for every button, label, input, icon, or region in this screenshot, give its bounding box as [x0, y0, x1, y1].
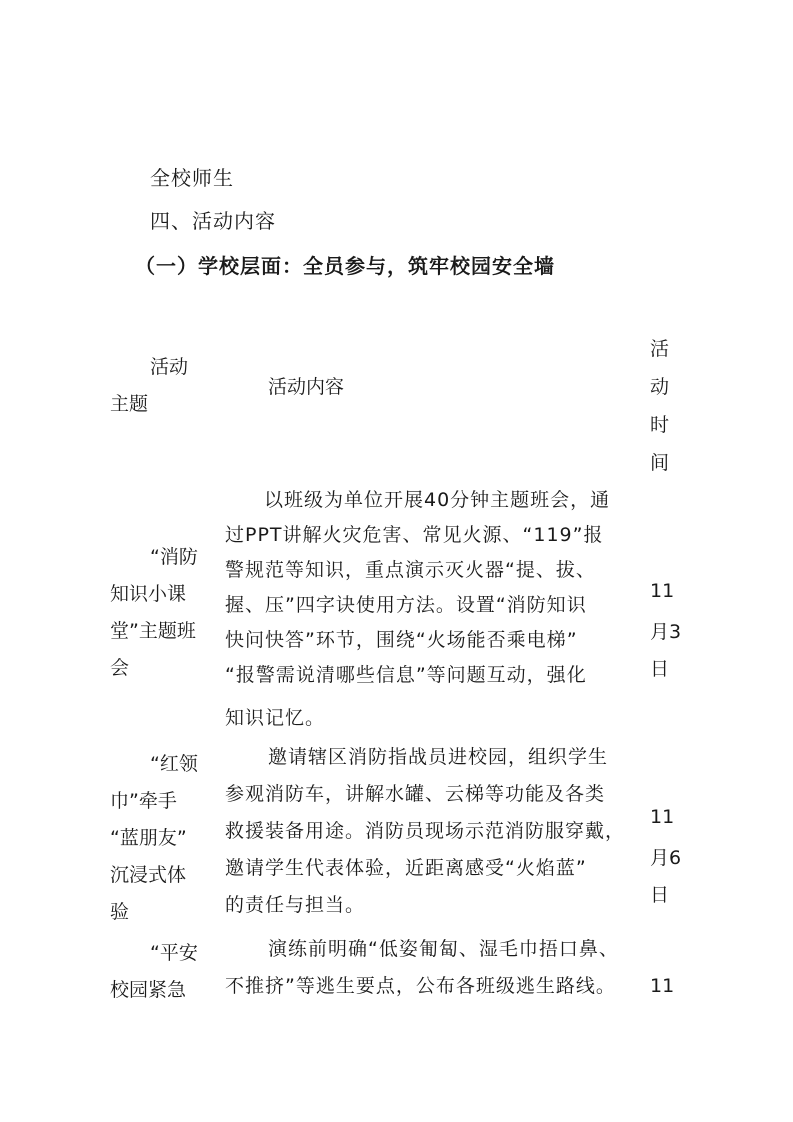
row-content-line: 演练前明确“低姿匍匐、湿毛巾捂口鼻、	[268, 938, 619, 960]
header-content: 活动内容	[268, 376, 345, 398]
row-time-line: 月6	[650, 847, 682, 869]
row-content-line: 警规范等知识，重点演示灭火器“提、拔、	[225, 559, 596, 581]
row-theme-line: 堂”主题班	[110, 620, 196, 642]
row-content-line: 过PPT讲解火灾危害、常见火源、“119”报	[225, 524, 604, 546]
row-theme-line: 会	[110, 657, 130, 679]
row-content-line: 不推挤”等逃生要点，公布各班级逃生路线。	[225, 975, 616, 997]
row-content-line: 的责任与担当。	[225, 894, 366, 916]
row-content-line: “报警需说清哪些信息”等问题互动，强化	[225, 664, 587, 686]
row-content-line: 邀请学生代表体验，近距离感受“火焰蓝”	[225, 857, 587, 879]
row-content-line: 参观消防车，讲解水罐、云梯等功能及各类	[225, 783, 606, 805]
header-time-char: 动	[650, 376, 670, 398]
row-theme-line: 校园紧急	[110, 979, 187, 1001]
section-heading: 四、活动内容	[150, 209, 276, 233]
subsection-heading: （一）学校层面：全员参与，筑牢校园安全墙	[135, 254, 555, 278]
row-time-line: 月3	[650, 621, 682, 643]
row-content-line: 以班级为单位开展40分钟主题班会，通	[264, 489, 611, 511]
header-time-char: 间	[650, 452, 670, 474]
row-theme-line: 沉浸式体	[110, 864, 187, 886]
header-time-char: 时	[650, 414, 670, 436]
row-content-line: 快问快答”环节，围绕“火场能否乘电梯”	[225, 629, 578, 651]
header-time-char: 活	[650, 338, 670, 360]
row-time-line: 日	[650, 884, 670, 906]
row-content-line: 握、压”四字诀使用方法。设置“消防知识	[225, 594, 587, 616]
row-theme-line: “红领	[150, 753, 198, 775]
row-content-line: 邀请辖区消防指战员进校园，组织学生	[268, 746, 609, 768]
row-time-line: 日	[650, 658, 670, 680]
participants-text: 全校师生	[150, 166, 234, 190]
row-theme-line: 巾”牵手	[110, 790, 177, 812]
row-time-line: 11	[650, 975, 675, 997]
row-theme-line: “消防	[150, 546, 198, 568]
header-theme-line: 主题	[110, 393, 149, 415]
row-time-line: 11	[650, 580, 675, 602]
row-time-line: 11	[650, 806, 675, 828]
row-theme-line: 知识小课	[110, 583, 187, 605]
row-theme-line: 验	[110, 901, 130, 923]
row-content-line: 救援装备用途。消防员现场示范消防服穿戴，	[225, 820, 626, 842]
row-content-line: 知识记忆。	[225, 707, 326, 729]
row-theme-line: “平安	[150, 942, 198, 964]
header-theme-line: 活动	[150, 356, 189, 378]
row-theme-line: “蓝朋友”	[110, 827, 187, 849]
